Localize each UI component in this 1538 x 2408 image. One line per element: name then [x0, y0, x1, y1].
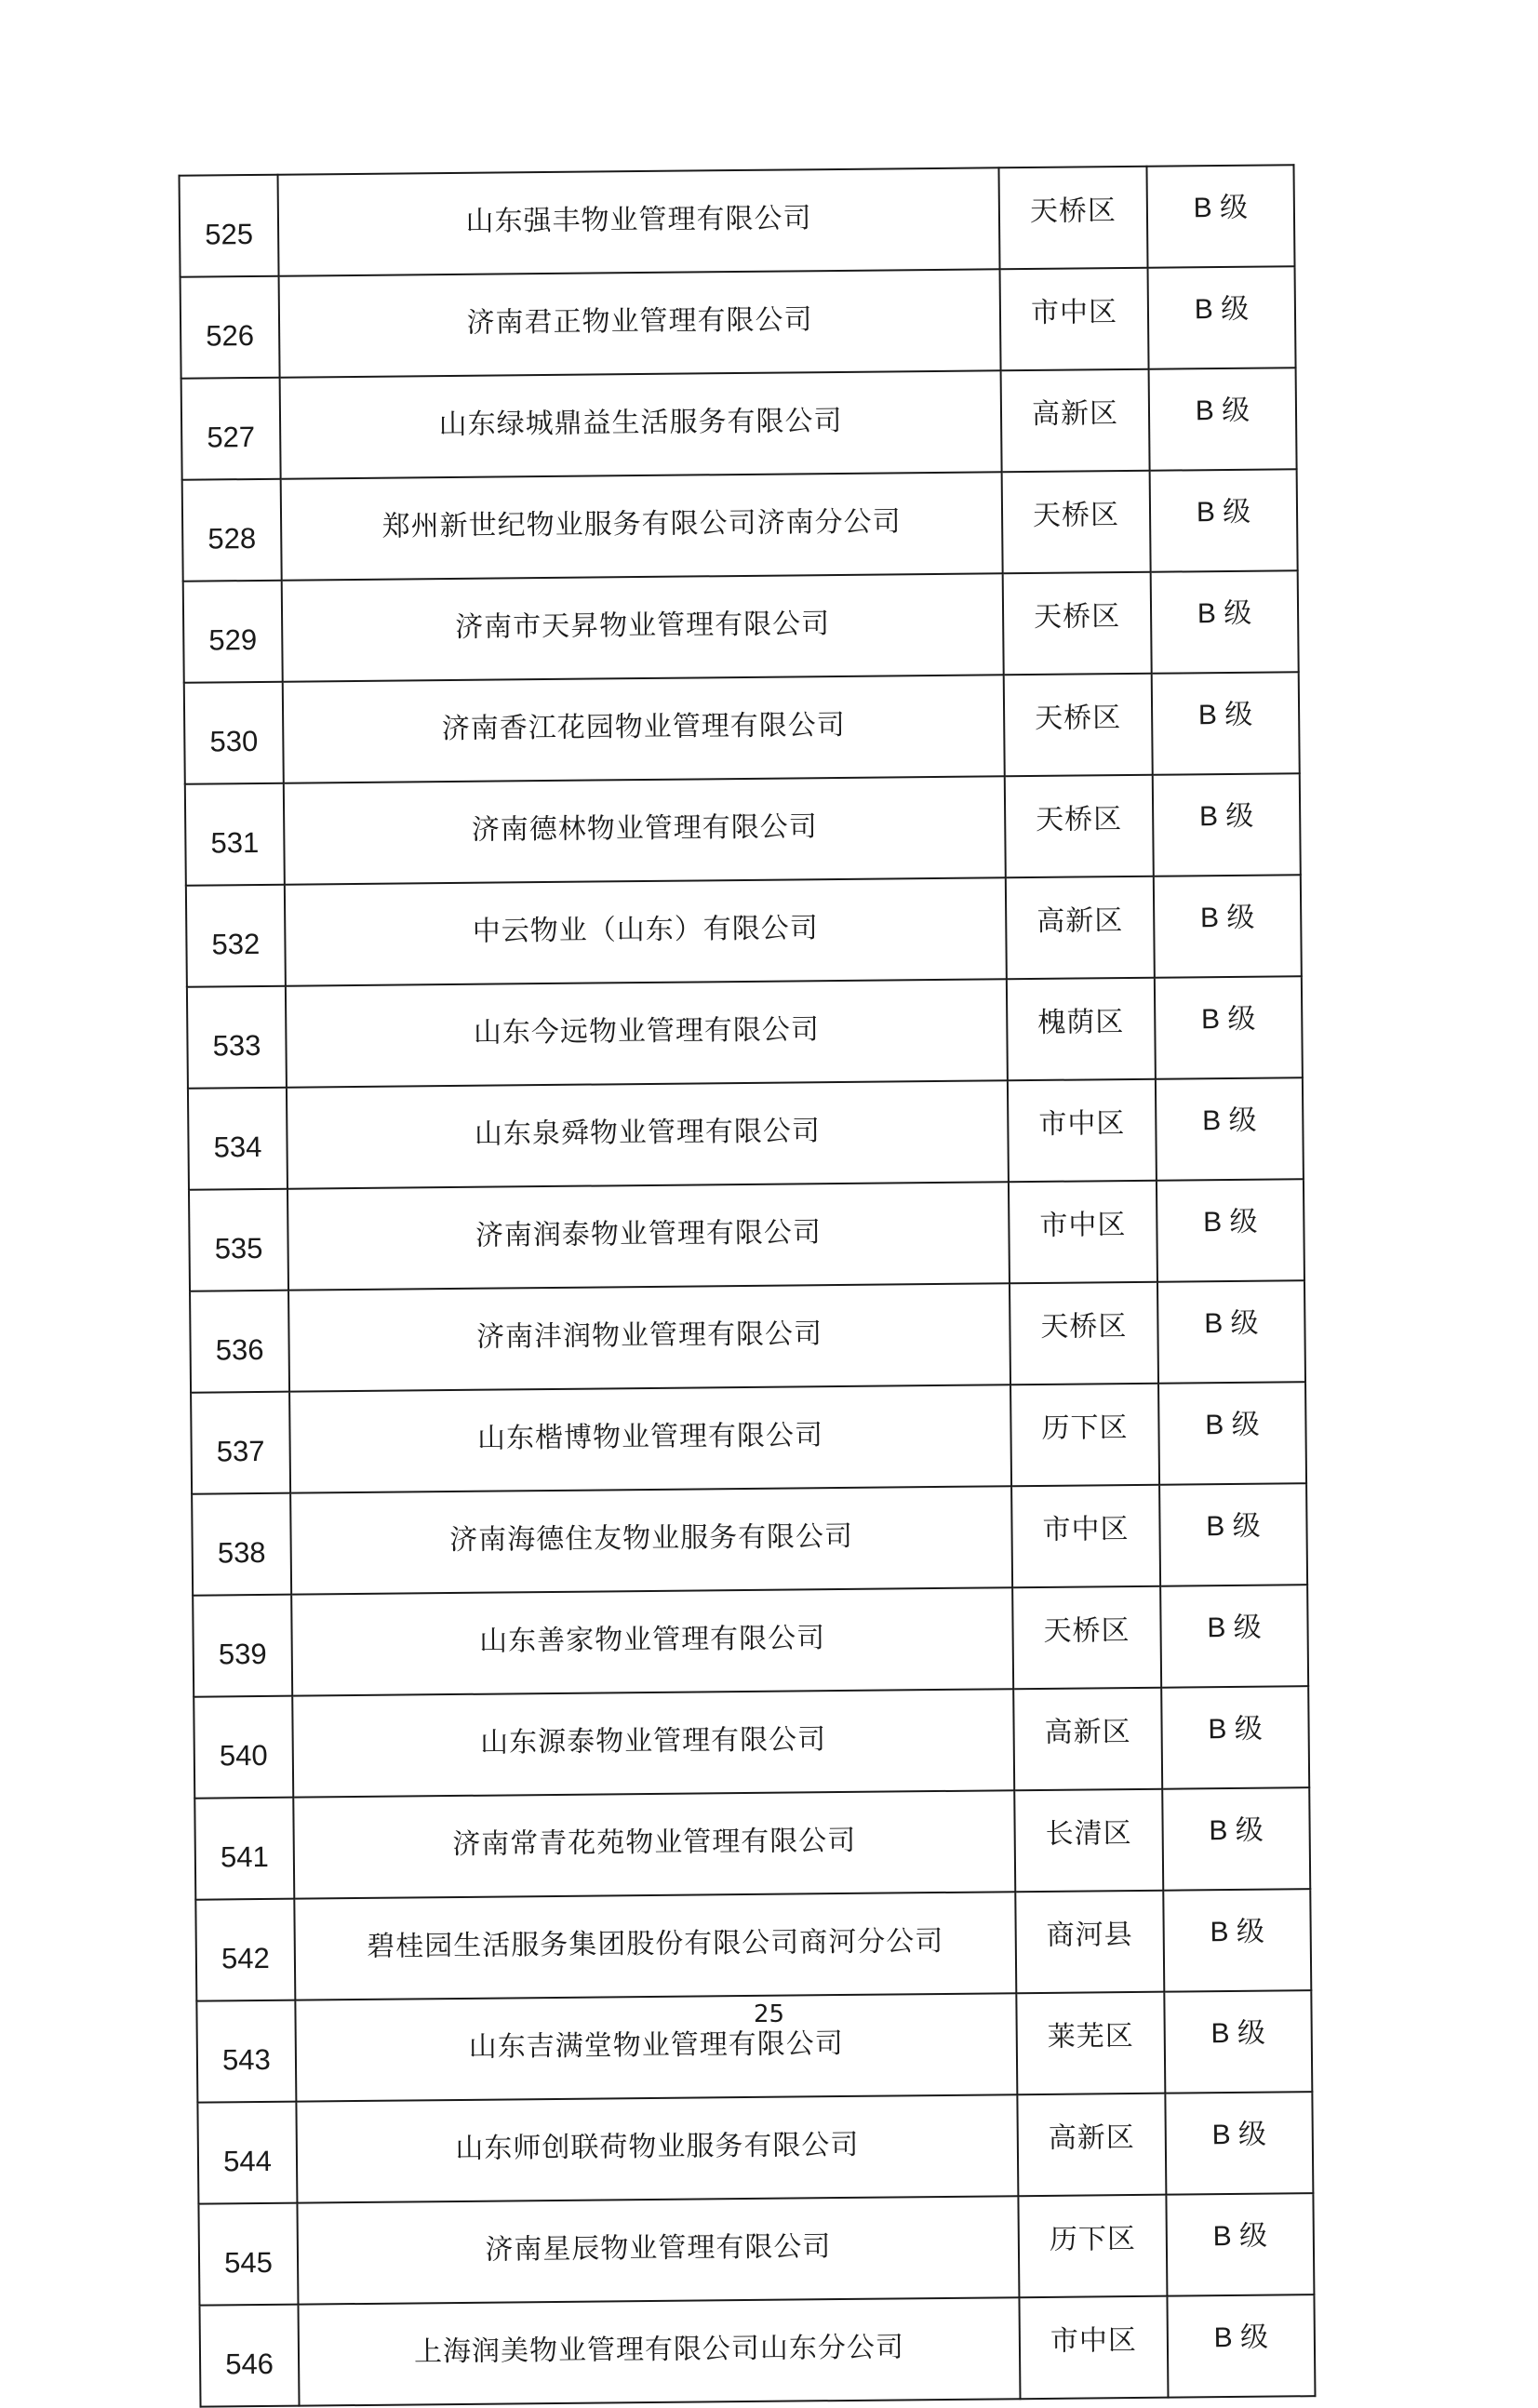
district-cell: 市中区 — [1009, 1181, 1157, 1284]
row-number-cell: 538 — [192, 1493, 291, 1596]
row-number-cell: 529 — [183, 581, 283, 683]
grade-cell: B 级 — [1163, 1889, 1311, 1992]
company-name-cell: 济南香江花园物业管理有限公司 — [283, 675, 1005, 783]
grade-cell: B 级 — [1151, 570, 1299, 674]
row-number-cell: 528 — [182, 479, 282, 582]
grade-cell: B 级 — [1157, 1280, 1305, 1384]
grade-cell: B 级 — [1157, 1179, 1304, 1282]
row-number-cell: 526 — [181, 276, 280, 379]
company-name-cell: 山东今远物业管理有限公司 — [286, 979, 1008, 1087]
row-number-cell: 543 — [196, 2000, 296, 2103]
grade-cell: B 级 — [1155, 976, 1303, 1079]
district-cell: 高新区 — [1006, 876, 1155, 980]
company-name-cell: 济南常青花苑物业管理有限公司 — [293, 1790, 1015, 1898]
row-number-cell: 535 — [189, 1189, 288, 1291]
district-cell: 历下区 — [1018, 2195, 1167, 2298]
company-name-cell: 山东楷博物业管理有限公司 — [289, 1385, 1011, 1492]
row-number-cell: 534 — [188, 1088, 288, 1190]
table-body — [180, 165, 1316, 2406]
grade-cell: B 级 — [1159, 1483, 1307, 1586]
table-row — [184, 672, 1300, 783]
district-cell: 槐荫区 — [1007, 978, 1156, 1081]
grade-cell: B 级 — [1164, 1990, 1312, 2094]
company-name-cell: 中云物业（山东）有限公司 — [285, 877, 1007, 985]
company-name-cell: 山东善家物业管理有限公司 — [291, 1587, 1013, 1695]
district-cell: 历下区 — [1010, 1384, 1159, 1487]
table-row — [199, 2294, 1315, 2406]
row-number-cell: 532 — [186, 885, 286, 987]
table-row — [197, 2092, 1313, 2203]
grade-cell: B 级 — [1160, 1585, 1308, 1688]
table-row — [180, 165, 1295, 276]
district-cell: 市中区 — [1000, 268, 1149, 371]
table-row — [183, 570, 1299, 682]
district-cell: 市中区 — [1019, 2296, 1168, 2400]
district-cell: 市中区 — [1011, 1485, 1160, 1588]
table-row — [191, 1382, 1306, 1493]
grade-cell: B 级 — [1152, 672, 1300, 775]
district-cell: 天桥区 — [1002, 471, 1151, 574]
table-row — [186, 875, 1302, 986]
district-cell: 市中区 — [1008, 1079, 1157, 1183]
district-cell: 长清区 — [1014, 1789, 1163, 1893]
table-row — [181, 266, 1296, 378]
company-rating-table-wrapper — [179, 164, 1309, 2407]
row-number-cell: 527 — [181, 378, 281, 480]
company-name-cell: 上海润美物业管理有限公司山东分公司 — [298, 2297, 1020, 2405]
company-name-cell: 济南市天昇物业管理有限公司 — [282, 573, 1004, 681]
company-name-cell: 碧桂园生活服务集团股份有限公司商河分公司 — [294, 1892, 1016, 2000]
district-cell: 高新区 — [1013, 1688, 1162, 1791]
company-name-cell: 山东源泰物业管理有限公司 — [292, 1689, 1014, 1797]
row-number-cell: 542 — [195, 1899, 295, 2001]
grade-cell: B 级 — [1166, 2193, 1314, 2296]
row-number-cell: 536 — [190, 1291, 289, 1393]
district-cell: 天桥区 — [1005, 775, 1154, 878]
table-row — [185, 773, 1301, 885]
row-number-cell: 531 — [185, 783, 285, 886]
grade-cell: B 级 — [1158, 1382, 1306, 1485]
grade-cell: B 级 — [1154, 875, 1302, 978]
grade-cell: B 级 — [1167, 2294, 1315, 2398]
table-row — [188, 1077, 1304, 1189]
company-name-cell: 济南德林物业管理有限公司 — [284, 776, 1006, 884]
row-number-cell: 545 — [198, 2203, 298, 2306]
table-row — [198, 2193, 1314, 2305]
company-name-cell: 山东泉舜物业管理有限公司 — [287, 1080, 1009, 1188]
district-cell: 天桥区 — [1010, 1282, 1158, 1385]
grade-cell: B 级 — [1156, 1077, 1304, 1181]
table-row — [189, 1179, 1304, 1291]
company-name-cell: 山东吉满堂物业管理有限公司 — [295, 1993, 1017, 2101]
table-row — [190, 1280, 1305, 1392]
district-cell: 莱芜区 — [1016, 1992, 1165, 2095]
company-name-cell: 山东师创联荷物业服务有限公司 — [296, 2094, 1018, 2202]
district-cell: 高新区 — [1017, 2094, 1166, 2197]
district-cell: 天桥区 — [1012, 1586, 1161, 1690]
table-row — [182, 469, 1298, 581]
table-row — [194, 1787, 1310, 1899]
district-cell: 天桥区 — [1004, 674, 1153, 777]
district-cell: 高新区 — [1001, 369, 1150, 473]
grade-cell: B 级 — [1162, 1787, 1310, 1891]
row-number-cell: 537 — [191, 1392, 290, 1494]
row-number-cell: 544 — [197, 2102, 297, 2204]
grade-cell: B 级 — [1149, 368, 1297, 471]
company-name-cell: 山东绿城鼎益生活服务有限公司 — [280, 370, 1002, 478]
grade-cell: B 级 — [1165, 2092, 1313, 2195]
row-number-cell: 540 — [194, 1696, 293, 1799]
table-row — [192, 1483, 1307, 1595]
table-row — [194, 1686, 1309, 1798]
grade-cell: B 级 — [1146, 165, 1294, 268]
grade-cell: B 级 — [1150, 469, 1298, 572]
company-name-cell: 济南君正物业管理有限公司 — [279, 269, 1001, 377]
grade-cell: B 级 — [1153, 773, 1301, 876]
company-rating-table — [179, 164, 1317, 2407]
row-number-cell: 533 — [187, 986, 287, 1089]
district-cell: 天桥区 — [998, 167, 1147, 270]
table-row — [195, 1889, 1311, 2000]
page-number: 25 — [753, 2000, 785, 2028]
grade-cell: B 级 — [1148, 266, 1296, 369]
table-row — [187, 976, 1303, 1088]
row-number-cell: 541 — [194, 1798, 294, 1900]
row-number-cell: 546 — [199, 2305, 299, 2407]
district-cell: 天桥区 — [1003, 572, 1152, 676]
company-name-cell: 济南海德住友物业服务有限公司 — [290, 1486, 1012, 1594]
row-number-cell: 539 — [193, 1595, 292, 1697]
row-number-cell: 530 — [184, 682, 284, 784]
company-name-cell: 济南沣润物业管理有限公司 — [288, 1283, 1010, 1391]
row-number-cell: 525 — [180, 175, 279, 277]
company-name-cell: 郑州新世纪物业服务有限公司济南分公司 — [281, 472, 1003, 580]
company-name-cell: 山东强丰物业管理有限公司 — [278, 167, 1000, 275]
district-cell: 商河县 — [1015, 1891, 1164, 1994]
company-name-cell: 济南润泰物业管理有限公司 — [288, 1182, 1010, 1290]
grade-cell: B 级 — [1161, 1686, 1309, 1789]
company-name-cell: 济南星辰物业管理有限公司 — [297, 2196, 1019, 2304]
table-row — [181, 368, 1297, 479]
table-row — [193, 1585, 1308, 1696]
